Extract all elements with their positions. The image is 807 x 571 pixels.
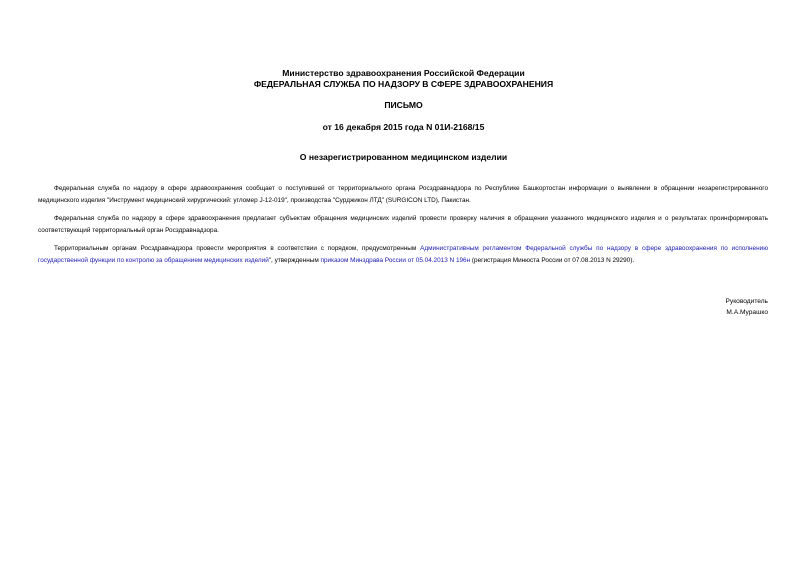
- document-subject: О незарегистрированном медицинском изделии: [299, 152, 508, 162]
- paragraph-3: [38, 243, 768, 266]
- link-administrative-regulation[interactable]: Административным регламентом Федеральной службы по надзору в сфере здравоохранения по исполнению государственной функции по контролю за обращением медицинских изделий: [38, 245, 768, 264]
- link-order-196n[interactable]: приказом Минздрава России от 05.04.2013 N 196н: [320, 256, 471, 264]
- document-date-number: от 16 декабря 2015 года N 01И-2168/15: [322, 122, 485, 132]
- signature-name: М.А.Мурашко: [726, 309, 768, 316]
- paragraph-3-text-2: ", утвержденным: [268, 256, 321, 264]
- ministry-name: Министерство здравоохранения Российской Федерации: [282, 68, 525, 78]
- paragraph-1: Федеральная служба по надзору в сфере здравоохранения сообщает о поступившей от территориального органа Росздравнадзора по Республике Башкортостан информации о выявлении в обращении незарегистрированного медицинского изделия "Инструмент медицинский хирургический: угломер J-12-019", производства "Сурджикон ЛТД" (SURGICON LTD), Пакистан.: [38, 185, 768, 204]
- paragraph-2: Федеральная служба по надзору в сфере здравоохранения предлагает субъектам обращения медицинских изделий провести проверку наличия в обращении указанного медицинского изделия и о результатах проинформировать соответствующий территориальный орган Росздравнадзора.: [38, 215, 768, 234]
- paragraph-3-text-3: (регистрация Минюста России от 07.08.2013 N 29290).: [470, 256, 635, 264]
- service-name: ФЕДЕРАЛЬНАЯ СЛУЖБА ПО НАДЗОРУ В СФЕРЕ ЗДРАВООХРАНЕНИЯ: [253, 79, 554, 89]
- document-type: ПИСЬМО: [384, 100, 423, 110]
- paragraph-3-text-1: Территориальным органам Росздравнадзора провести мероприятия в соответствии с порядком, предусмотренным: [54, 245, 421, 252]
- signature-title: Руководитель: [725, 298, 768, 305]
